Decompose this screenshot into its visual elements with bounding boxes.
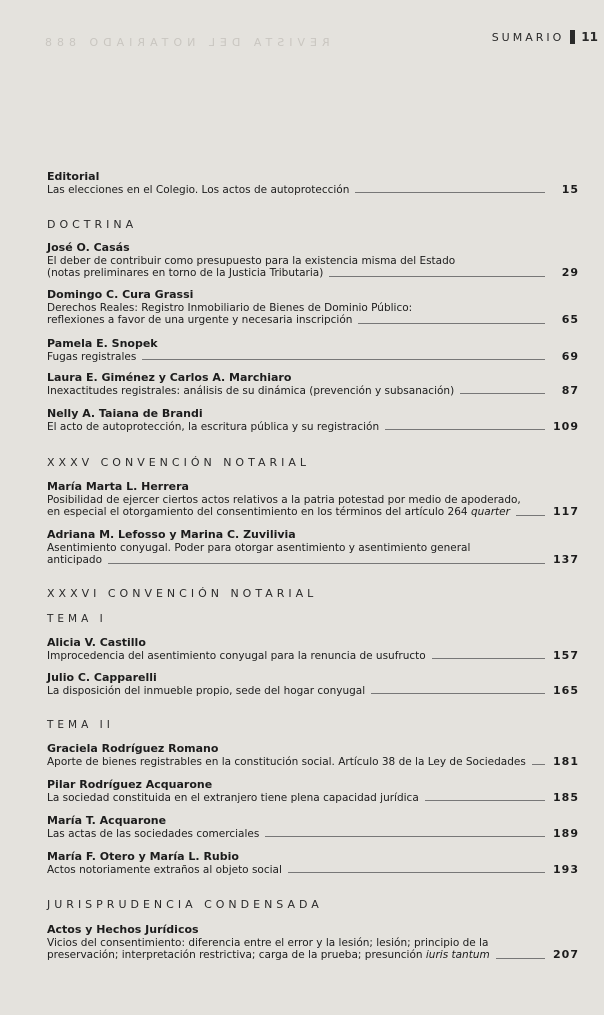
entry-title: La sociedad constituida en el extranjero tiene plena capacidad jurídica <box>47 791 419 804</box>
dot-leader <box>265 836 545 837</box>
entry-page: 65 <box>561 313 579 326</box>
entry-author: María F. Otero y María L. Rubio <box>47 850 239 863</box>
section-heading-xxxvi: XXXVI CONVENCIÓN NOTARIAL <box>47 587 318 600</box>
entry-author: Pamela E. Snopek <box>47 337 158 350</box>
dot-leader <box>108 563 545 564</box>
section-heading-doctrina: DOCTRINA <box>47 218 138 231</box>
dot-leader <box>371 693 545 694</box>
toc-entry <box>47 779 579 804</box>
toc-entry <box>47 743 579 768</box>
dot-leader <box>516 515 545 516</box>
entry-title-line: El deber de contribuir como presupuesto para la existencia misma del Estado <box>47 254 456 267</box>
entry-author: María Marta L. Herrera <box>47 480 189 493</box>
entry-author: Domingo C. Cura Grassi <box>47 288 194 301</box>
toc-entry <box>47 289 579 327</box>
entry-title: Fugas registrales <box>47 350 137 363</box>
entry-author: Pilar Rodríguez Acquarone <box>47 778 213 791</box>
entry-title-line: (notas preliminares en torno de la Justicia Tributaria) <box>47 267 324 279</box>
entry-page: 193 <box>553 862 579 876</box>
entry-author: Nelly A. Taiana de Brandi <box>47 407 203 420</box>
section-heading-jurisprudencia: JURISPRUDENCIA CONDENSADA <box>47 898 323 911</box>
entry-title: Improcedencia del asentimiento conyugal para la renuncia de usufructo <box>47 649 426 662</box>
toc-entry <box>47 529 579 567</box>
dot-leader <box>142 359 545 360</box>
toc-entry <box>47 924 579 962</box>
dot-leader <box>355 192 545 193</box>
entry-author: Graciela Rodríguez Romano <box>47 742 219 755</box>
toc-entry <box>47 338 579 363</box>
entry-author: Actos y Hechos Jurídicos <box>47 923 199 936</box>
entry-page: 117 <box>553 505 579 518</box>
dot-leader <box>532 764 545 765</box>
entry-page: 109 <box>553 419 579 433</box>
entry-title-line: reflexiones a favor de una urgente y necesaria inscripción <box>47 314 353 326</box>
entry-page: 165 <box>553 683 579 697</box>
dot-leader <box>288 872 545 873</box>
entry-title: El acto de autoprotección, la escritura pública y su registración <box>47 420 380 433</box>
dot-leader <box>432 658 545 659</box>
toc-entry <box>47 408 579 433</box>
entry-page: 185 <box>553 790 579 804</box>
entry-author: José O. Casás <box>47 241 130 254</box>
bleed-through-text: REVISTA DEL NOTARIADO 888 <box>40 36 330 49</box>
subsection-tema-2: TEMA II <box>47 719 114 731</box>
entry-page: 137 <box>553 553 579 566</box>
dot-leader <box>496 958 545 959</box>
entry-page: 207 <box>553 948 579 961</box>
entry-title: Inexactitudes registrales: análisis de su dinámica (prevención y subsanación) <box>47 384 455 397</box>
entry-author: Editorial <box>47 170 100 183</box>
entry-page: 15 <box>561 182 579 196</box>
section-heading-xxxv: XXXV CONVENCIÓN NOTARIAL <box>47 456 311 469</box>
toc-entry <box>47 242 579 280</box>
toc-entry <box>47 637 579 662</box>
toc-entry-editorial <box>47 171 579 196</box>
toc-entry <box>47 815 579 840</box>
page-number: 11 <box>581 30 598 44</box>
entry-title-line: Asentimiento conyugal. Poder para otorgar asentimiento y asentimiento general <box>47 541 471 554</box>
entry-title: Actos notoriamente extraños al objeto social <box>47 863 282 876</box>
entry-page: 189 <box>553 826 579 840</box>
italic-term: quarter <box>470 506 510 518</box>
entry-title-line: preservación; interpretación restrictiva; carga de la prueba; presunción iuris tantum <box>47 949 490 961</box>
entry-title: Las actas de las sociedades comerciales <box>47 827 260 840</box>
entry-page: 181 <box>553 754 579 768</box>
italic-term: iuris tantum <box>425 949 490 961</box>
entry-title-line: anticipado <box>47 554 103 566</box>
section-label: SUMARIO <box>491 30 565 44</box>
header-bar <box>570 30 575 44</box>
toc-entry <box>47 851 579 876</box>
running-head <box>492 30 598 44</box>
entry-title-line: Posibilidad de ejercer ciertos actos relativos a la patria potestad por medio de apoderado, <box>47 493 521 506</box>
entry-author: Laura E. Giménez y Carlos A. Marchiaro <box>47 371 292 384</box>
entry-page: 69 <box>561 349 579 363</box>
dot-leader <box>385 429 545 430</box>
entry-title-line: en especial el otorgamiento del consentimiento en los términos del artículo 264 quarter <box>47 506 510 518</box>
dot-leader <box>460 393 545 394</box>
entry-page: 157 <box>553 648 579 662</box>
toc-entry <box>47 481 579 519</box>
toc-entry <box>47 672 579 697</box>
dot-leader <box>425 800 545 801</box>
toc-entry <box>47 372 579 397</box>
entry-page: 87 <box>561 383 579 397</box>
entry-author: Julio C. Capparelli <box>47 671 157 684</box>
entry-author: Alicia V. Castillo <box>47 636 146 649</box>
dot-leader <box>358 323 545 324</box>
entry-author: María T. Acquarone <box>47 814 167 827</box>
entry-page: 29 <box>561 266 579 279</box>
entry-title: La disposición del inmueble propio, sede del hogar conyugal <box>47 684 366 697</box>
dot-leader <box>329 276 545 277</box>
entry-title: Aporte de bienes registrables en la constitución social. Artículo 38 de la Ley de Sociedades <box>47 755 526 768</box>
entry-title-line: Vicios del consentimiento: diferencia entre el error y la lesión; lesión; principio de la <box>47 936 489 949</box>
entry-author: Adriana M. Lefosso y Marina C. Zuvilivia <box>47 528 296 541</box>
entry-title: Las elecciones en el Colegio. Los actos de autoprotección <box>47 183 350 196</box>
subsection-tema-1: TEMA I <box>47 613 107 625</box>
entry-title-line: Derechos Reales: Registro Inmobiliario de Bienes de Dominio Público: <box>47 301 413 314</box>
